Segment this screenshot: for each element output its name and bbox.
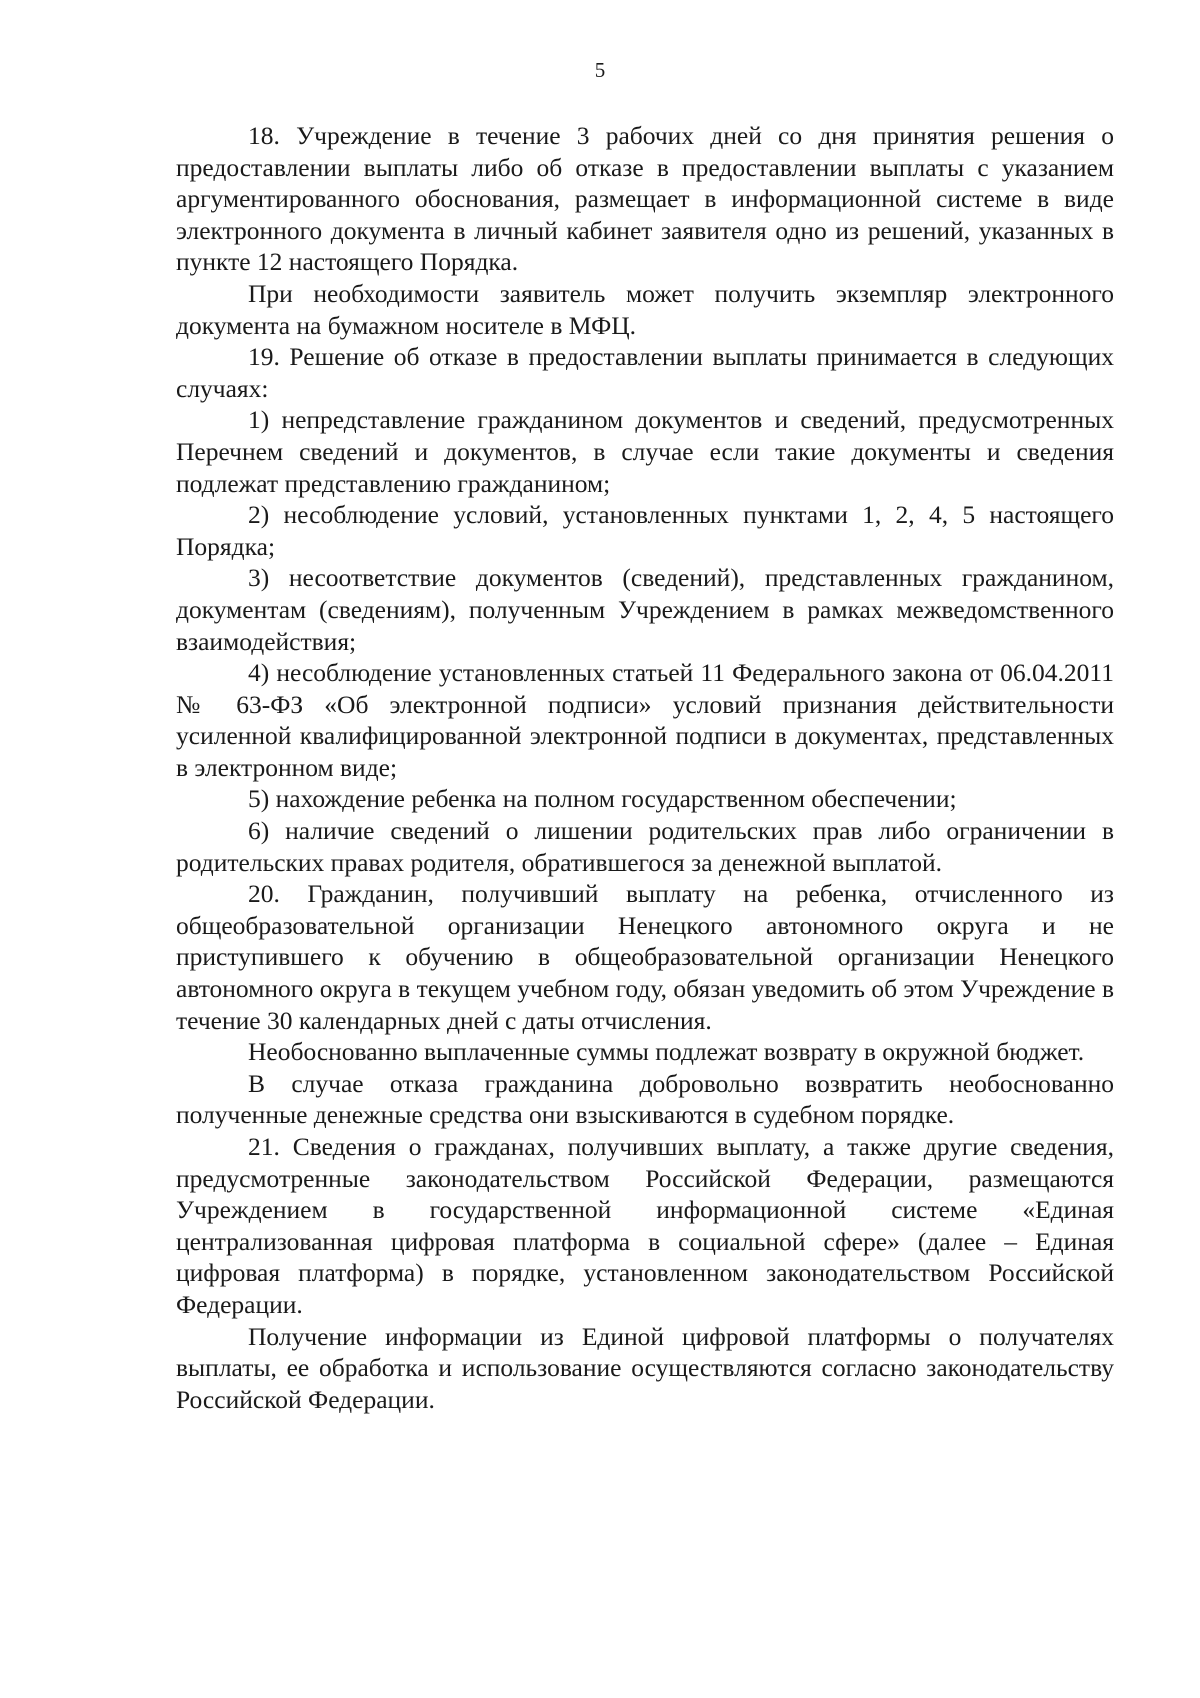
paragraph-18-note: При необходимости заявитель может получить экземпляр электронного документа на бумажном носителе в МФЦ.: [176, 278, 1114, 340]
paragraph-19-item-1: 1) непредставление гражданином документов и сведений, предусмотренных Перечнем сведений и документов, в случае если такие документы и сведения подлежат представлению гражданином;: [176, 405, 1114, 498]
paragraph-19-item-4: 4) несоблюдение установленных статьей 11 Федерального закона от 06.04.2011 № 63-ФЗ «Об электронной подписи» условий признания действительности усиленной квалифицированной электронной подписи в документах, представленных в электронном виде;: [176, 658, 1114, 782]
page-number: 5: [594, 58, 606, 82]
paragraph-19-item-3: 3) несоответствие документов (сведений), представленных гражданином, документам (сведениям), полученным Учреждением в рамках межведомственного взаимодействия;: [176, 563, 1114, 656]
paragraph-20-refund: Необоснованно выплаченные суммы подлежат возврату в окружной бюджет.: [248, 1037, 1085, 1067]
paragraph-21: 21. Сведения о гражданах, получивших выплату, а также другие сведения, предусмотренные законодательством Российской Федерации, размещаются Учреждением в государственной информационной системе «Единая централизованная цифровая платформа в социальной сфере» (далее – Единая цифровая платформа) в порядке, установленном законодательством Российской Федерации.: [176, 1132, 1114, 1319]
paragraph-19-item-2: 2) несоблюдение условий, установленных пунктами 1, 2, 4, 5 настоящего Порядка;: [176, 500, 1114, 561]
paragraph-20: 20. Гражданин, получивший выплату на ребенка, отчисленного из общеобразовательной организации Ненецкого автономного округа и не приступившего к обучению в общеобразовательной организации Ненецкого автономного округа в текущем учебном году, обязан уведомить об этом Учреждение в течение 30 календарных дней с даты отчисления.: [176, 879, 1114, 1035]
paragraph-19-item-6: 6) наличие сведений о лишении родительских прав либо ограничении в родительских правах родителя, обратившегося за денежной выплатой.: [176, 816, 1114, 877]
paragraph-21-platform: Получение информации из Единой цифровой платформы о получателях выплаты, ее обработка и использование осуществляются согласно законодательству Российской Федерации.: [176, 1321, 1114, 1414]
document-body: [176, 120, 1114, 1415]
paragraph-19-item-5: 5) нахождение ребенка на полном государственном обеспечении;: [248, 784, 957, 814]
paragraph-19: 19. Решение об отказе в предоставлении выплаты принимается в следующих случаях:: [176, 342, 1114, 403]
paragraph-18: 18. Учреждение в течение 3 рабочих дней со дня принятия решения о предоставлении выплаты либо об отказе в предоставлении выплаты с указанием аргументированного обоснования, размещает в информационной системе в виде электронного документа в личный кабинет заявителя одно из решений, указанных в пункте 12 настоящего Порядка.: [176, 121, 1114, 277]
paragraph-20-court: В случае отказа гражданина добровольно возвратить необоснованно полученные денежные средства они взыскиваются в судебном порядке.: [176, 1068, 1114, 1130]
